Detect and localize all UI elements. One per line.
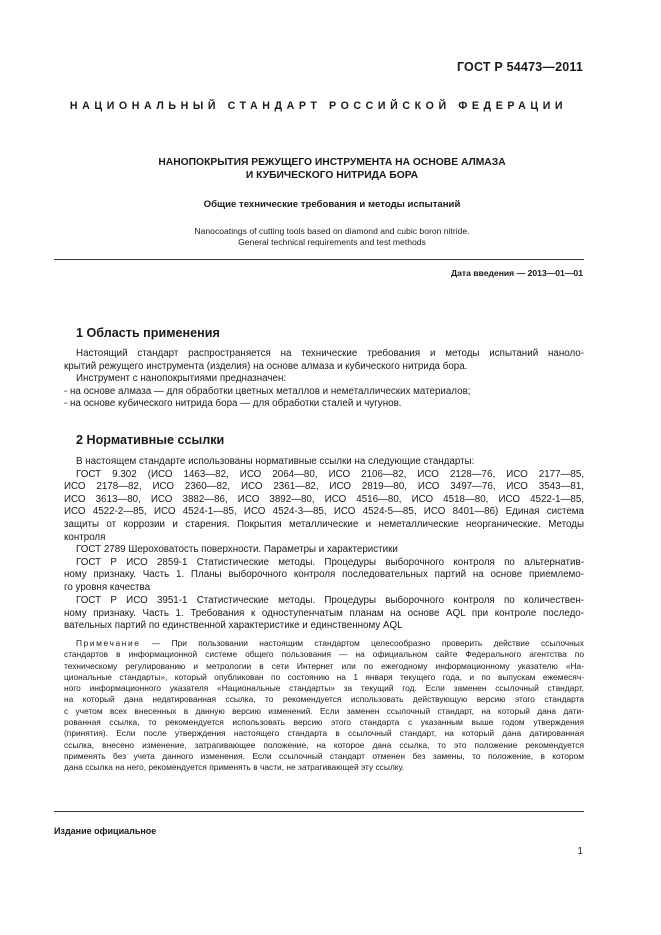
note-line: техническому регулированию и метрологии в сети Интернет или по ежегодному информационному указателю «На-	[64, 660, 584, 671]
section-1-line: крытий режущего инструмента (изделия) на основе алмаза и кубического нитрида бора.	[64, 360, 468, 372]
section-2-intro	[76, 456, 584, 469]
reference-line: вательных партий по единственной характеристике и единственному AQL	[64, 620, 403, 632]
note-line: стандартов в информационной системе общего пользования — на официальном сайте Федерального агентства по	[64, 649, 584, 660]
reference-line: ГОСТ Р ИСО 3951-1 Статистические методы. Процедуры выборочного контроля по количествен-	[76, 595, 584, 606]
reference-line: ГОСТ Р ИСО 2859-1 Статистические методы. Процедуры выборочного контроля по альтернатив-	[76, 556, 584, 568]
document-code: ГОСТ Р 54473—2011	[456, 60, 583, 74]
note-line: циональные стандарты», который опубликован по состоянию на 1 января текущего года, и по выпускам ежемесяч-	[64, 671, 584, 682]
reference-line: контроля	[64, 531, 106, 543]
section-1-heading: 1 Область применения	[76, 326, 220, 340]
introduction-date: Дата введения — 2013—01—01	[450, 268, 583, 278]
note-label: Примечание	[76, 638, 141, 648]
note-line: с учетом всех внесенных в данную версию изменений. Если заменен ссылочный стандарт, на который дана дати-	[64, 705, 584, 716]
reference-gost-iso-3951-1	[64, 595, 584, 633]
title-line-2: И КУБИЧЕСКОГО НИТРИДА БОРА	[245, 170, 419, 181]
reference-line: го уровня качества	[64, 581, 151, 593]
reference-gost-9302	[64, 469, 584, 545]
reference-line: ГОСТ 2789 Шероховатость поверхности. Параметры и характеристики	[76, 544, 398, 556]
reference-line: защиты от коррозии и старения. Покрытия металлические и неметаллические неорганические. Методы	[64, 518, 584, 530]
footer-divider	[54, 811, 584, 812]
section-2-heading: 2 Нормативные ссылки	[76, 433, 225, 447]
english-title-line-2: General technical requirements and test methods	[238, 237, 426, 247]
document-subtitle: Общие технические требования и методы испытаний	[203, 199, 461, 210]
reference-gost-2789	[76, 544, 584, 557]
references-note	[64, 638, 584, 774]
note-line: ссылка, внесено изменение, затрагивающее положение, на которое дана ссылка, то это положение рекомендуется	[64, 739, 584, 750]
note-text: — При пользовании настоящим стандартом целесообразно проверить действие ссылочных	[151, 638, 584, 648]
reference-line: ИСО 2178—82, ИСО 2360—82, ИСО 2361—82, ИСО 2819—80, ИСО 3497—76, ИСО 3543—81,	[64, 481, 584, 493]
section-1-line: Инструмент с нанопокрытиями предназначен:	[76, 373, 287, 385]
section-2-intro-line: В настоящем стандарте использованы нормативные ссылки на следующие стандарты:	[76, 456, 475, 467]
note-line: ного информационного указателя «Национальные стандарты» за текущий год. Если заменен ссылочный стандарт,	[64, 683, 584, 694]
english-title	[76, 226, 588, 248]
page-number: 1	[577, 846, 583, 857]
note-line: (принятия). Если после утверждения настоящего стандарта в ссылочный стандарт, на который дана датированная	[64, 728, 584, 739]
document-title	[76, 156, 588, 182]
title-line-1: НАНОПОКРЫТИЯ РЕЖУЩЕГО ИНСТРУМЕНТА НА ОСНОВЕ АЛМАЗА	[158, 157, 506, 168]
note-line: на который дана недатированная ссылка, то рекомендуется использовать действующую версию этого стандарта	[64, 694, 584, 705]
reference-line: ИСО 4522-2—85, ИСО 4524-1—85, ИСО 4524-3—85, ИСО 4524-5—85, ИСО 8401—86) Единая система	[64, 506, 584, 518]
section-1-line: - на основе кубического нитрида бора — для обработки сталей и чугунов.	[64, 398, 402, 410]
note-line	[64, 638, 584, 649]
section-1-line: - на основе алмаза — для обработки цветных металлов и неметаллических материалов;	[64, 385, 471, 397]
official-edition-label: Издание официальное	[54, 826, 157, 836]
header-divider	[54, 259, 584, 260]
reference-line: ГОСТ 9.302 (ИСО 1463—82, ИСО 2064—80, ИСО 2106—82, ИСО 2128—76, ИСО 2177—85,	[76, 468, 584, 480]
note-line: рованная ссылка, то рекомендуется использовать версию этого стандарта с указанным выше годом утверждения	[64, 717, 584, 728]
reference-line: ному признаку. Часть 1. Планы выборочного контроля последовательных партий на основе приемлемо-	[64, 569, 584, 581]
note-line: применять без учета данного изменения. Если ссылочный стандарт отменен без замены, то положение, в котором	[64, 750, 584, 761]
national-standard-heading: НАЦИОНАЛЬНЫЙ СТАНДАРТ РОССИЙСКОЙ ФЕДЕРАЦИИ	[69, 100, 568, 112]
english-title-line-1: Nanocoatings of cutting tools based on diamond and cubic boron nitride.	[194, 226, 470, 236]
note-line: дана ссылка на него, рекомендуется применять в части, не затрагивающей эту ссылку.	[64, 762, 405, 773]
reference-line: ИСО 3613—80, ИСО 3882—86, ИСО 3892—80, ИСО 4516—80, ИСО 4518—80, ИСО 4522-1—85,	[64, 493, 584, 505]
section-1-line: Настоящий стандарт распространяется на технические требования и методы испытаний наноло-	[76, 348, 584, 359]
reference-gost-iso-2859-1	[64, 557, 584, 595]
section-1-body	[64, 348, 584, 411]
reference-line: ному признаку. Часть 1. Требования к одноступенчатым планам на основе AQL при контроле последо-	[64, 607, 584, 619]
